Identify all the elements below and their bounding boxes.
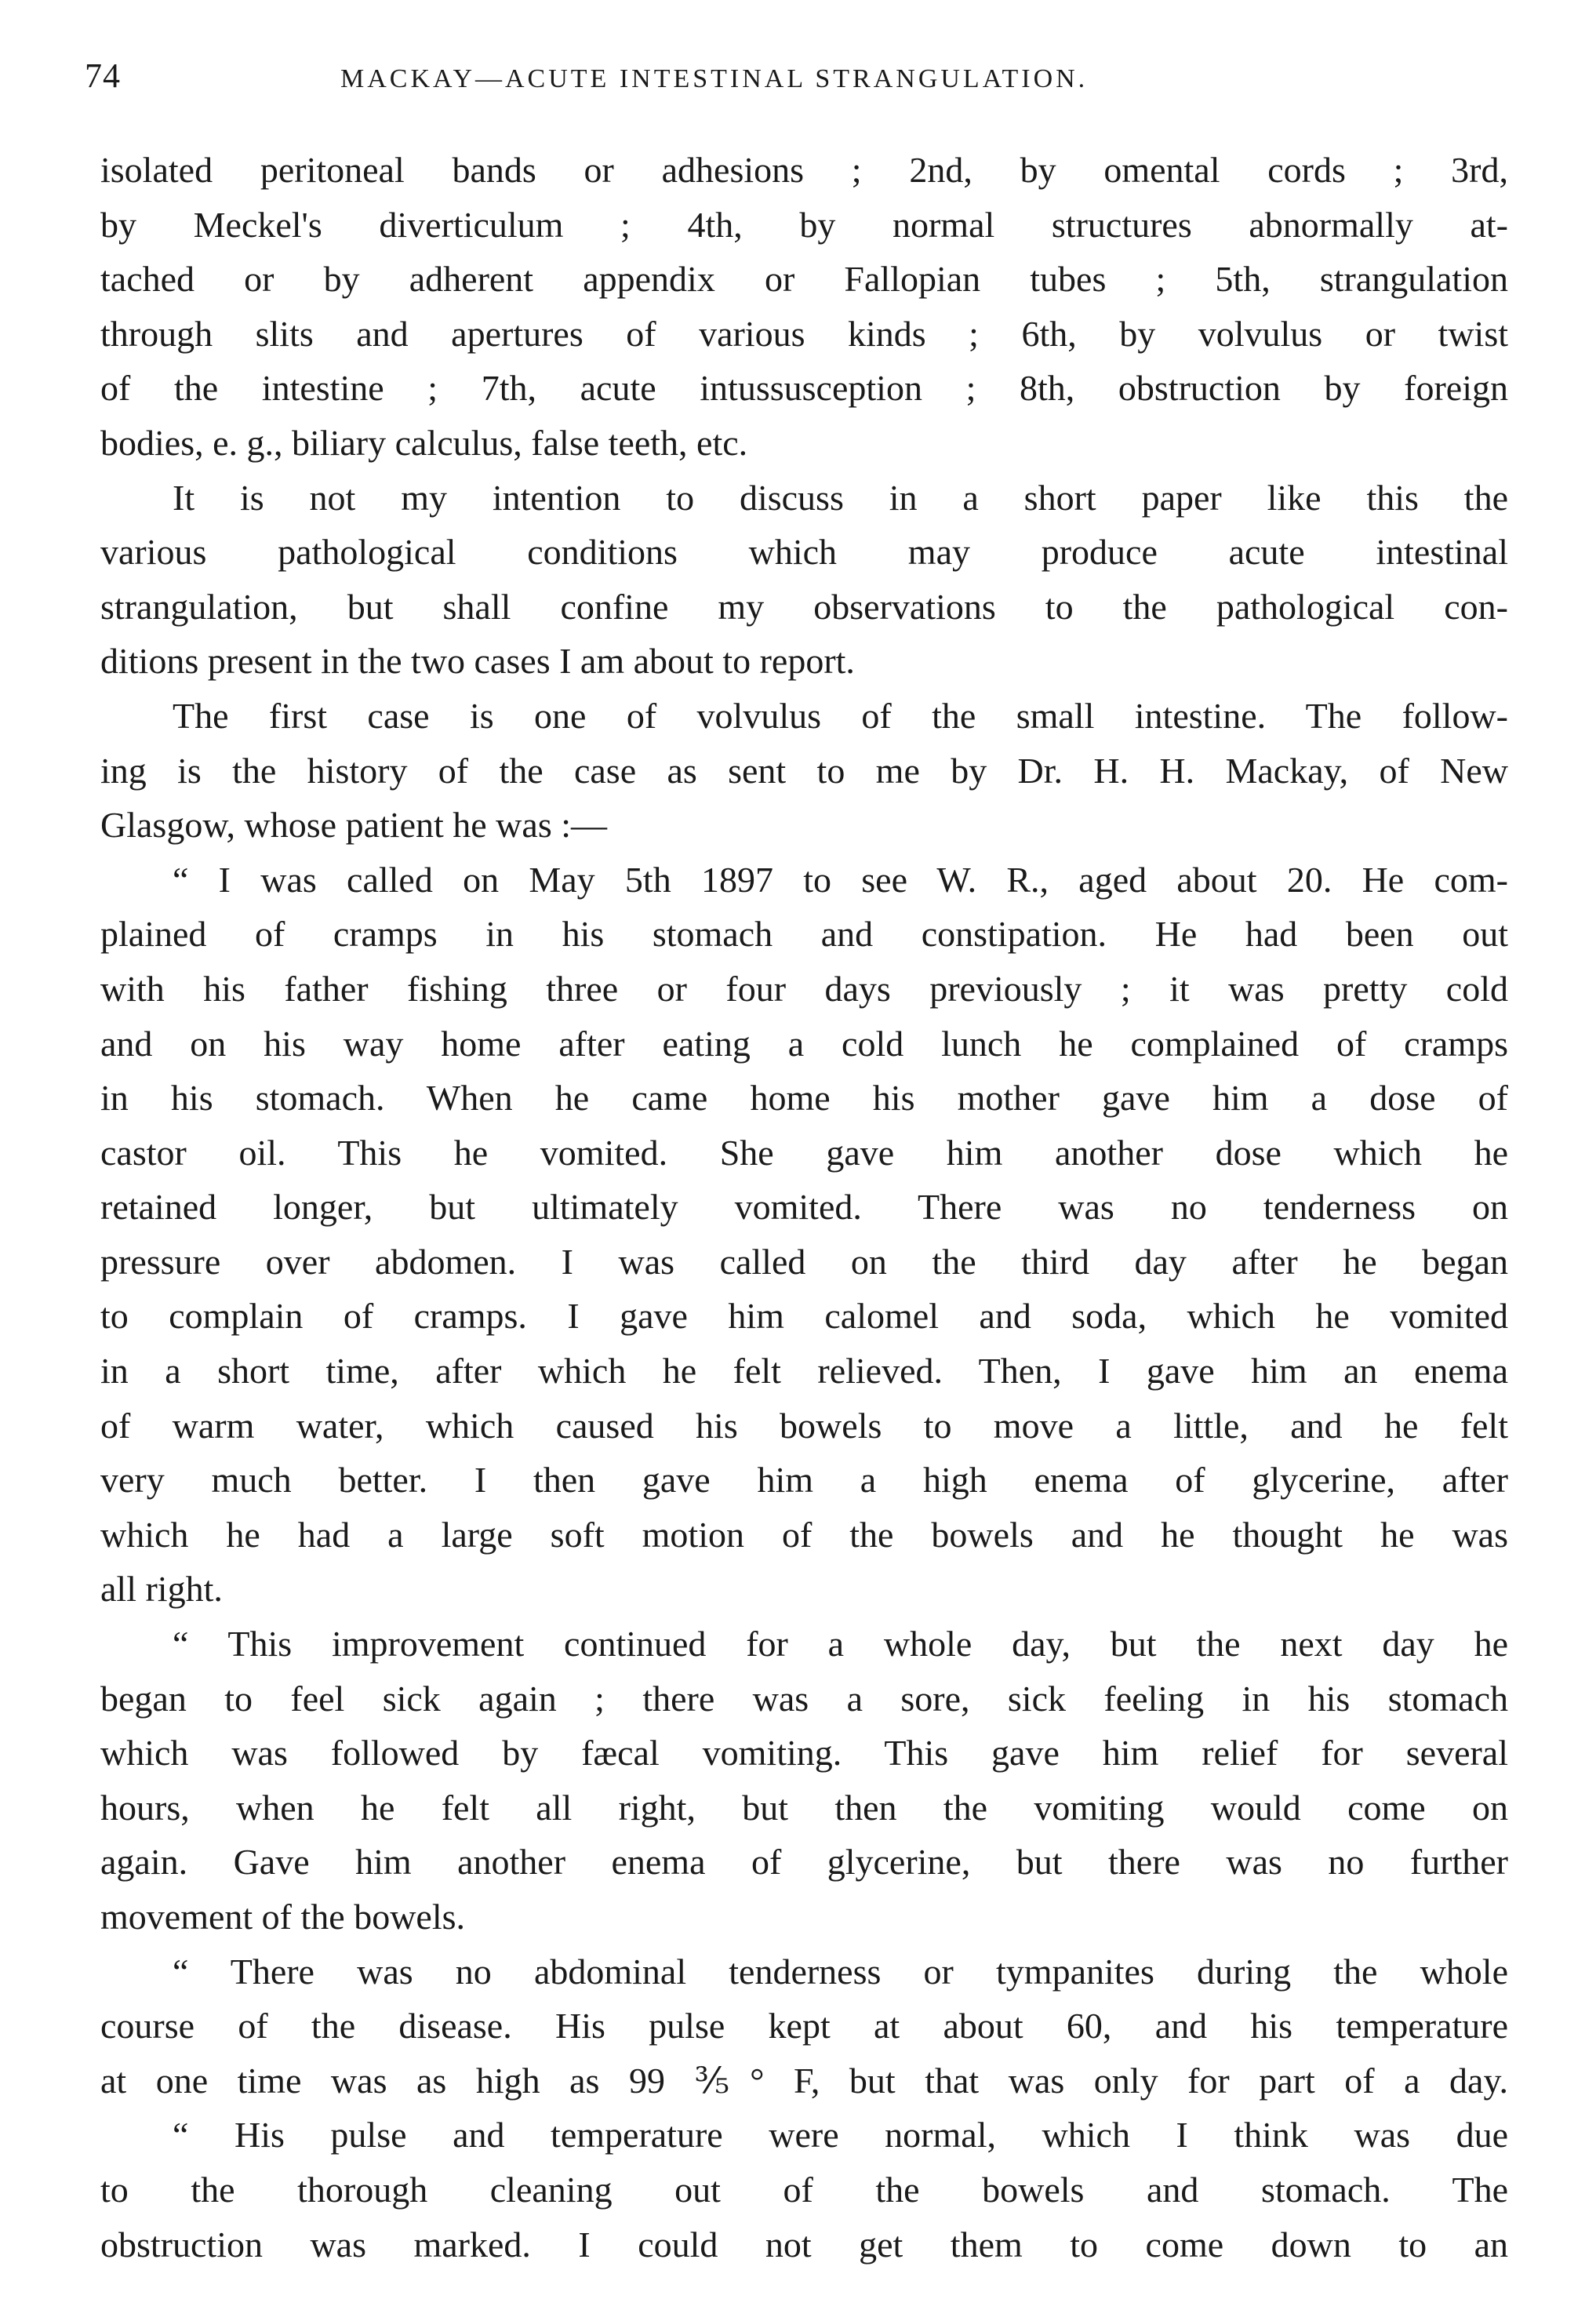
text-line: began to feel sick again ; there was a sore, sick feeling in his stomach (100, 1678, 1508, 1719)
text-line: of the intestine ; 7th, acute intussusception ; 8th, obstruction by foreign (100, 368, 1508, 409)
text-line: “ I was called on May 5th 1897 to see W. R., aged about 20. He com- (173, 859, 1508, 900)
text-line: “ His pulse and temperature were normal, which I think was due (173, 2115, 1508, 2155)
running-title: MACKAY—ACUTE INTESTINAL STRANGULATION. (340, 64, 1089, 93)
text-line: through slits and apertures of various kinds ; 6th, by volvulus or twist (100, 313, 1508, 354)
text-line: movement of the bowels. (100, 1897, 466, 1937)
text-line: ditions present in the two cases I am about to report. (100, 641, 855, 682)
text-line: in a short time, after which he felt relieved. Then, I gave him an enema (100, 1351, 1508, 1392)
text-line: castor oil. This he vomited. She gave him another dose which he (100, 1132, 1508, 1173)
text-line: bodies, e. g., biliary calculus, false teeth, etc. (100, 422, 748, 463)
text-line: by Meckel's diverticulum ; 4th, by normal structures abnormally at- (100, 204, 1508, 245)
text-line: of warm water, which caused his bowels to move a little, and he felt (100, 1405, 1508, 1446)
text-line: hours, when he felt all right, but then the vomiting would come on (100, 1787, 1508, 1828)
text-line: tached or by adherent appendix or Fallopian tubes ; 5th, strangulation (100, 259, 1508, 300)
text-line: Glasgow, whose patient he was :— (100, 805, 607, 846)
page-number: 74 (85, 56, 121, 95)
text-line: isolated peritoneal bands or adhesions ; 2nd, by omental cords ; 3rd, (100, 150, 1508, 190)
text-line: obstruction was marked. I could not get them to come down to an (100, 2224, 1508, 2265)
text-line: in his stomach. When he came home his mother gave him a dose of (100, 1078, 1508, 1119)
running-head (85, 49, 1528, 104)
text-line: very much better. I then gave him a high enema of glycerine, after (100, 1460, 1508, 1501)
text-line: course of the disease. His pulse kept at about 60, and his temperature (100, 2006, 1508, 2046)
text-line: ing is the history of the case as sent to me by Dr. H. H. Mackay, of New (100, 750, 1508, 791)
text-line: pressure over abdomen. I was called on the third day after he began (100, 1241, 1508, 1282)
text-line: again. Gave him another enema of glycerine, but there was no further (100, 1842, 1508, 1883)
text-line: to the thorough cleaning out of the bowels and stomach. The (100, 2169, 1508, 2210)
text-line: with his father fishing three or four days previously ; it was pretty cold (100, 968, 1508, 1009)
text-line: and on his way home after eating a cold lunch he complained of cramps (100, 1023, 1508, 1064)
text-line: all right. (100, 1569, 223, 1610)
text-line: which was followed by fæcal vomiting. This gave him relief for several (100, 1733, 1508, 1773)
text-line: various pathological conditions which may produce acute intestinal (100, 532, 1508, 573)
body-text (100, 143, 1508, 2272)
text-line: to complain of cramps. I gave him calomel and soda, which he vomited (100, 1296, 1508, 1337)
text-line: retained longer, but ultimately vomited. There was no tenderness on (100, 1187, 1508, 1228)
text-line: “ This improvement continued for a whole day, but the next day he (173, 1624, 1508, 1664)
text-line: The first case is one of volvulus of the small intestine. The follow- (173, 695, 1508, 736)
text-line: It is not my intention to discuss in a short paper like this the (173, 477, 1508, 518)
text-line: “ There was no abdominal tenderness or tympanites during the whole (173, 1951, 1508, 1992)
text-line: plained of cramps in his stomach and constipation. He had been out (100, 914, 1508, 955)
text-line: which he had a large soft motion of the bowels and he thought he was (100, 1514, 1508, 1555)
text-line: at one time was as high as 99 ⅗° F, but that was only for part of a day. (100, 2060, 1508, 2101)
text-line: strangulation, but shall confine my observations to the pathological con- (100, 586, 1508, 627)
